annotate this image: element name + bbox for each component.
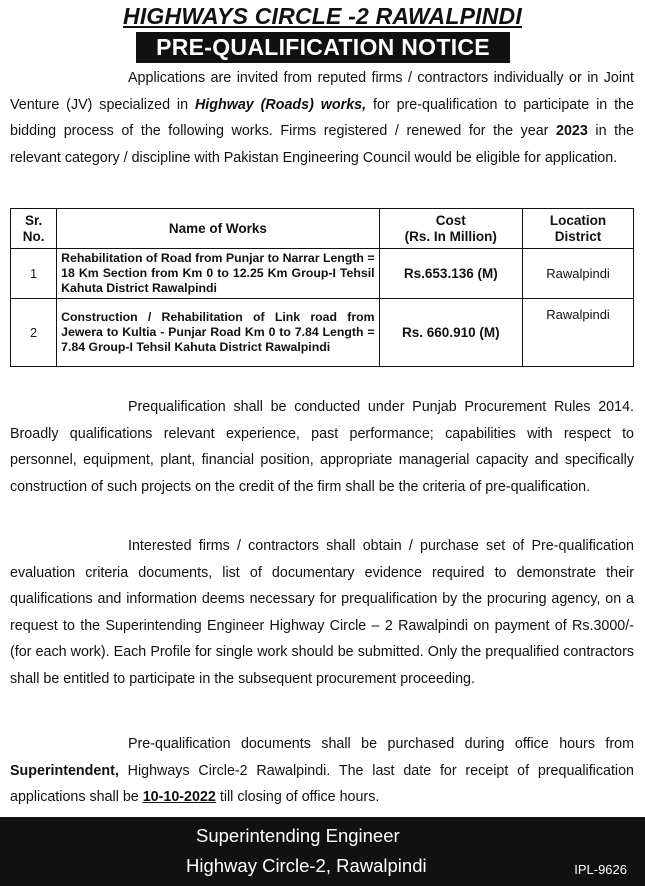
row-location: Rawalpindi	[523, 249, 634, 299]
row-location: Rawalpindi	[523, 299, 634, 367]
row-work-name: Construction / Rehabilitation of Link road from Jewera to Kultia - Punjar Road Km 0 to 7.84 Length = 7.84 Group-I Tehsil Kahuta District Rawalpindi	[57, 299, 379, 367]
footer-signature-block	[0, 817, 645, 886]
deadline-text-1: Pre-qualification documents shall be purchased during office hours from	[128, 736, 634, 752]
table-row	[11, 299, 634, 367]
row-sr-no: 1	[11, 249, 57, 299]
superintendent-label: Superintendent,	[10, 762, 119, 779]
header-cost-unit: (Rs. In Million)	[404, 228, 497, 244]
notice-heading: HIGHWAYS CIRCLE -2 RAWALPINDI	[123, 3, 522, 29]
table-row	[11, 249, 634, 299]
intro-highlight-works: Highway (Roads) works,	[194, 96, 367, 113]
ipl-reference: IPL-9626	[574, 862, 627, 877]
header-sr-no: Sr. No.	[11, 209, 57, 249]
intro-highlight-year: 2023	[556, 123, 588, 140]
header-name-of-works: Name of Works	[57, 209, 379, 249]
intro-text-3: in the relevant category / discipline with Pakistan Engineering Council would be eligible for application.	[10, 123, 635, 166]
purchase-deadline-paragraph	[10, 731, 634, 811]
intro-text-2: for pre-qualification to participate in the bidding process of the following works. Firms registered / renewed for the year	[10, 96, 634, 140]
notice-banner: PRE-QUALIFICATION NOTICE	[136, 32, 510, 63]
header-cost-label: Cost	[435, 212, 466, 228]
row-cost: Rs.653.136 (M)	[379, 249, 522, 299]
header-location-district: Location District	[523, 209, 634, 249]
documents-paragraph: Interested firms / contractors shall obtain / purchase set of Pre-qualification evaluation criteria documents, list of documentary evidence required to demonstrate their qualifications and information deems necessary for prequalification by the procuring agency, on a request to the Superintending Engineer Highway Circle – 2 Rawalpindi on payment of Rs.3000/- (for each work). Each Profile for single work should be submitted. Only the prequalified contractors shall be entitled to participate in the subsequent procurement proceeding.	[10, 538, 634, 687]
row-cost: Rs. 660.910 (M)	[379, 299, 522, 367]
header-cost	[379, 209, 522, 249]
deadline-date: 10-10-2022	[142, 789, 216, 806]
prequalification-rules-paragraph: Prequalification shall be conducted under Punjab Procurement Rules 2014. Broadly qualifications relevant experience, past performance; capabilities with respect to personnel, equipment, plant, financial position, appropriate managerial capacity and specifically construction of such projects on the credit of the firm shall be the criteria of pre-qualification.	[10, 399, 634, 495]
intro-text-1: Applications are invited from reputed firms / contractors individually or in Joint Venture (JV) specialized in	[10, 70, 634, 113]
signatory-title: Superintending Engineer	[196, 825, 400, 846]
row-work-name: Rehabilitation of Road from Punjar to Narrar Length = 18 Km Section from Km 0 to 12.25 Km Group-I Tehsil Kahuta District Rawalpindi	[57, 249, 379, 299]
deadline-text-3: till closing of office hours.	[215, 789, 380, 806]
table-header-row	[11, 209, 634, 249]
works-table	[10, 208, 634, 367]
deadline-text-2: Highways Circle-2 Rawalpindi. The last date for receipt of prequalification applications shall be	[10, 762, 634, 806]
intro-paragraph	[10, 65, 634, 171]
row-sr-no: 2	[11, 299, 57, 367]
signatory-office: Highway Circle-2, Rawalpindi	[186, 855, 427, 876]
